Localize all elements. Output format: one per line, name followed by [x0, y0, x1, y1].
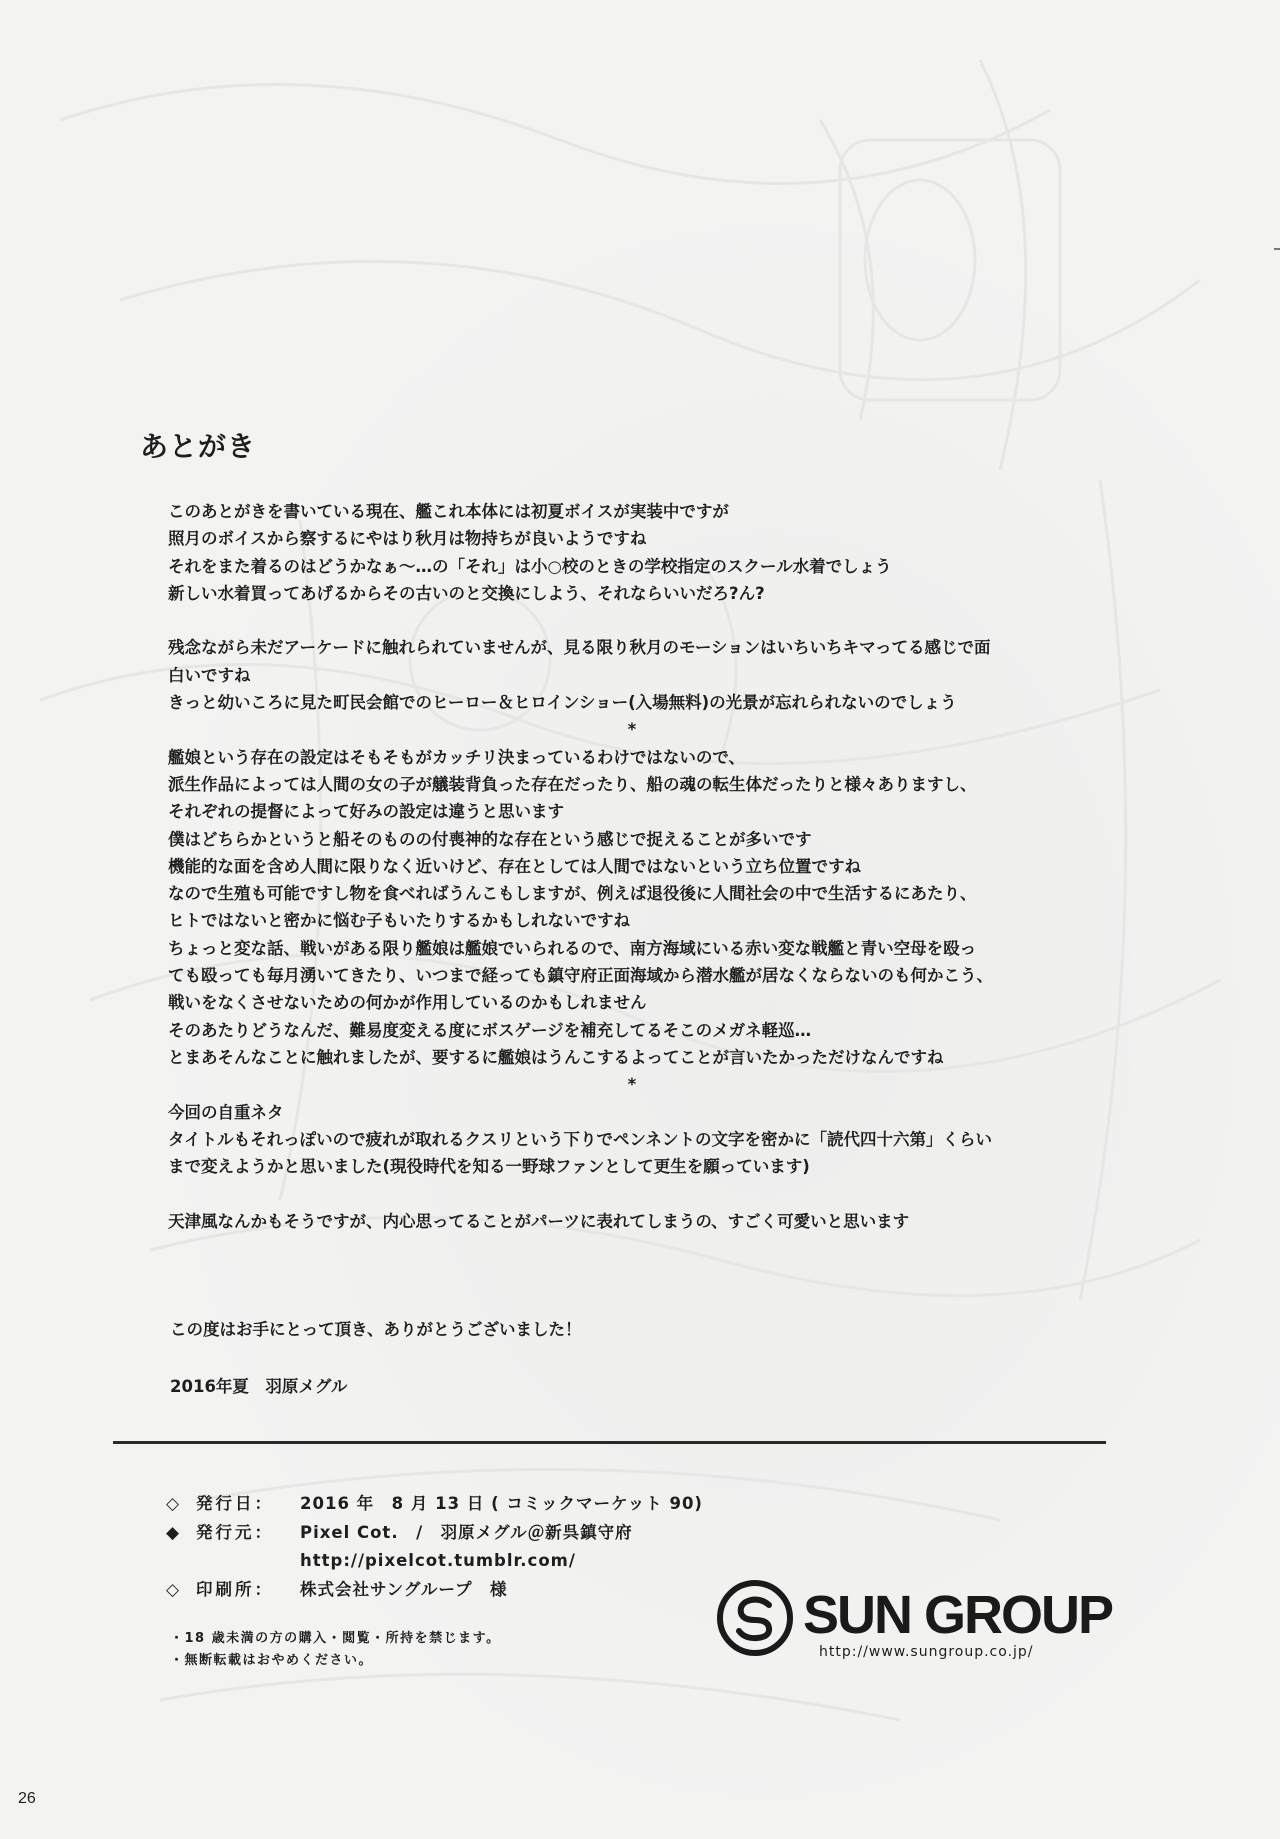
- blank-line: [168, 607, 1128, 634]
- body-line: 新しい水着買ってあげるからその古いのと交換にしよう、それならいいだろ?ん?: [168, 583, 765, 603]
- body-line: 残念ながら未だアーケードに触れられていませんが、見る限り秋月のモーションはいちいちキマってる感じで面: [168, 638, 991, 658]
- section-separator: *: [627, 720, 637, 740]
- no-reproduction-note: ・無断転載はおやめください。: [170, 1653, 374, 1668]
- thanks-line: この度はお手にとって頂き、ありがとうございました！: [170, 1320, 582, 1339]
- scan-edge-mark: [1274, 248, 1280, 250]
- body-line: ちょっと変な話、戦いがある限り艦娘は艦娘でいられるので、南方海域にいる赤い変な戦艦と青い空母を殴っ: [168, 938, 977, 958]
- body-line: 機能的な面を含め人間に限りなく近いけど、存在としては人間ではないという立ち位置ですね: [168, 856, 861, 876]
- indent-spacer: [166, 1547, 300, 1576]
- body-line: きっと幼いころに見た町民会館でのヒーロー＆ヒロインショー(入場無料)の光景が忘れられないのでしょう: [168, 693, 957, 713]
- body-line: ヒトではないと密かに悩む子もいたりするかもしれないですね: [168, 911, 630, 931]
- publisher-url[interactable]: http://pixelcot.tumblr.com/: [300, 1551, 576, 1570]
- section-separator: *: [627, 1075, 637, 1095]
- body-line: 天津風なんかもそうですが、内心思ってることがパーツに表れてしまうの、すごく可愛いと思います: [168, 1211, 910, 1231]
- body-line: それをまた着るのはどうかなぁ～…の「それ」は小○校のときの学校指定のスクール水着でしょう: [168, 556, 892, 576]
- issue-date-label: 発行日：: [196, 1494, 274, 1513]
- publisher-label: 発行元：: [196, 1522, 274, 1542]
- diamond-outline-icon: ◇: [166, 1494, 180, 1514]
- body-line: 白いですね: [168, 665, 251, 685]
- signature: 2016年夏 羽原メグル: [170, 1377, 348, 1396]
- body-line: それぞれの提督によって好みの設定は違うと思います: [168, 802, 564, 822]
- body-line: 派生作品によっては人間の女の子が艤装背負った存在だったり、船の魂の転生体だったりと様々ありますし、: [168, 774, 977, 794]
- body-line: そのあたりどうなんだ、難易度変える度にボスゲージを補充してるそこのメガネ軽巡…: [168, 1020, 812, 1040]
- blank-line: [168, 1180, 1128, 1207]
- issue-date-value: 2016 年 8 月 13 日 ( コミックマーケット 90): [300, 1494, 703, 1513]
- body-line: このあとがきを書いている現在、艦これ本体には初夏ボイスが実装中ですが: [168, 502, 729, 521]
- diamond-outline-icon: ◇: [166, 1579, 180, 1600]
- body-line: タイトルもそれっぽいので疲れが取れるクスリという下りでペンネントの文字を密かに「読代四十六第」くらい: [168, 1129, 993, 1149]
- page-number: 26: [18, 1790, 36, 1807]
- afterword-body: [168, 498, 1128, 1235]
- colophon-divider: [113, 1441, 1106, 1444]
- age-restriction-note: ・18 歳未満の方の購入・閲覧・所持を禁じます。: [170, 1631, 501, 1646]
- colophon-publisher: [166, 1519, 703, 1548]
- sun-group-logo: [715, 1578, 1115, 1678]
- sun-group-url[interactable]: http://www.sungroup.co.jp/: [819, 1644, 1034, 1660]
- afterword-title: あとがき: [140, 430, 257, 463]
- body-line: ても殴っても毎月湧いてきたり、いつまで経っても鎮守府正面海域から潜水艦が居なくならないのも何かこう、: [168, 966, 993, 986]
- body-line: なので生殖も可能ですし物を食べればうんこもしますが、例えば退役後に人間社会の中で生活するにあたり、: [168, 884, 977, 904]
- colophon: [166, 1490, 703, 1604]
- body-line: 僕はどちらかというと船そのものの付喪神的な存在という感じで捉えることが多いです: [168, 829, 812, 849]
- body-line: 照月のボイスから察するにやはり秋月は物持ちが良いようですね: [168, 529, 647, 549]
- legal-notes: [170, 1628, 501, 1672]
- colophon-issue-date: [166, 1490, 703, 1519]
- body-line: 戦いをなくさせないための何かが作用しているのかもしれません: [168, 993, 647, 1013]
- printer-value: 株式会社サングループ 様: [300, 1579, 508, 1599]
- printer-label: 印刷所：: [196, 1579, 274, 1599]
- colophon-publisher-url: [166, 1547, 703, 1576]
- sun-group-wordmark: SUN GROUP: [803, 1585, 1113, 1645]
- diamond-filled-icon: ◆: [166, 1522, 180, 1543]
- body-line: とまあそんなことに触れましたが、要するに艦娘はうんこするよってことが言いたかっただけなんですね: [168, 1047, 944, 1067]
- colophon-printer: [166, 1576, 703, 1605]
- body-line: 艦娘という存在の設定はそもそもがカッチリ決まっているわけではないので、: [168, 747, 746, 767]
- body-line: 今回の自重ネタ: [168, 1102, 284, 1122]
- sun-group-logo-mark-icon: [715, 1578, 795, 1658]
- publisher-value: Pixel Cot. / 羽原メグル＠新呉鎮守府: [300, 1522, 633, 1542]
- body-line: まで変えようかと思いました(現役時代を知る一野球ファンとして更生を願っています): [168, 1157, 810, 1177]
